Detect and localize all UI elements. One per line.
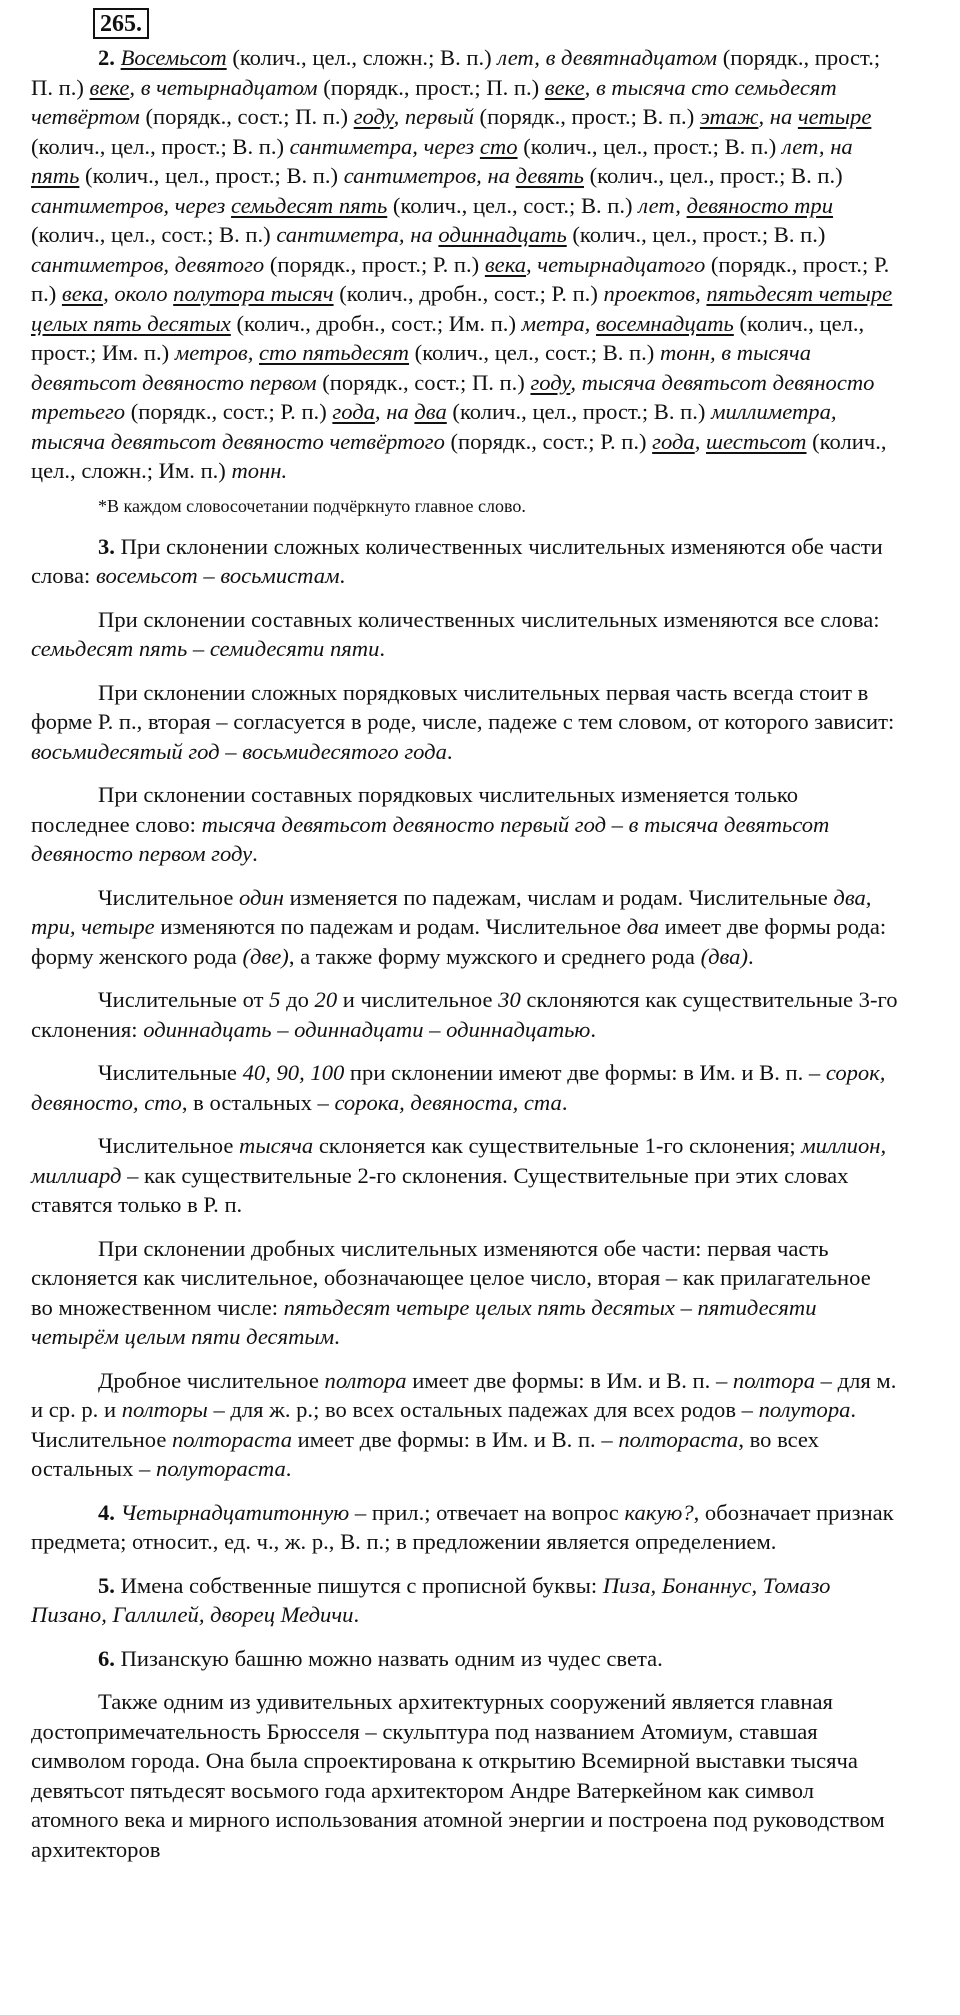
italic-text: (две) (242, 943, 289, 969)
text: (порядк., прост.; П. п.) (31, 45, 881, 100)
text: (колич., цел., сост.; В. п.) (409, 340, 660, 365)
text: – для ж. р.; во всех остальных падежах для всех родов – (207, 1397, 759, 1422)
answer-paragraph (31, 985, 898, 1044)
text: , обозначает признак предмета; относит., ед. ч., ж. р., В. п.; в предложении является определением. (31, 1499, 894, 1554)
underlined-main-word: полутора тысяч (173, 281, 334, 306)
italic-text: тонн. (231, 458, 288, 483)
text: (порядк., прост.; В. п.) (473, 104, 700, 129)
underlined-main-word: века (484, 251, 526, 277)
answer-paragraph (31, 1498, 898, 1557)
italic-text: 5 (269, 987, 281, 1012)
italic-text: Четырнадцатитонную (120, 1499, 350, 1525)
italic-text: сорок, девяносто, сто (31, 1060, 886, 1115)
text: , в остальных – (181, 1089, 335, 1115)
italic-text: сорока, девяноста, ста (334, 1089, 562, 1115)
italic-text: проектов, (603, 281, 707, 306)
italic-text: полутора (758, 1397, 851, 1422)
italic-text: полтора (324, 1367, 407, 1393)
text: (колич., дробн., сост.; Им. п.) (230, 310, 522, 336)
text: . (334, 1324, 340, 1349)
italic-text: метров, (174, 340, 260, 365)
text: Числительные (98, 1060, 243, 1085)
italic-text: семьдесят пять – семидесяти пяти (31, 636, 380, 661)
item-number: 5. (98, 1572, 115, 1598)
underlined-main-word: шестьсот (706, 428, 807, 454)
text: При склонении составных количественных числительных изменяются все слова: (98, 606, 880, 632)
underlined-main-word: Восемьсот (120, 45, 227, 70)
italic-text: полторы (121, 1397, 208, 1422)
underlined-main-word: четыре (797, 104, 872, 129)
text: . (446, 738, 453, 764)
part-2-block (31, 43, 898, 518)
text: . Числительное (31, 1397, 857, 1452)
text: (порядк., сост.; П. п.) (139, 104, 354, 129)
italic-text: метра, (521, 310, 596, 336)
italic-text: (два) (700, 943, 748, 969)
underlined-main-word: году (530, 369, 571, 395)
underlined-main-word: сто пятьдесят (259, 340, 410, 365)
underlined-main-word: сто (479, 133, 518, 159)
text: (колич., цел., прост.; В. п.) (517, 133, 782, 159)
underlined-main-word: веке (89, 74, 130, 100)
answer-paragraphs (31, 532, 898, 1865)
underlined-main-word: одиннадцать (438, 222, 567, 247)
italic-text: полтораста (172, 1426, 293, 1452)
italic-text: , четырнадцатого (526, 251, 706, 277)
underlined-main-word: этаж (699, 104, 759, 129)
item-number: 3. (98, 533, 115, 559)
underlined-main-word: восемнадцать (595, 310, 734, 336)
italic-text: пятьдесят четыре целых пять десятых – пятидесяти четырём целым пяти десятым (31, 1294, 817, 1349)
text: При склонении сложных количественных числительных изменяются обе части слова: (31, 533, 883, 588)
text: . (379, 636, 386, 661)
text: (колич., цел., сост.; В. п.) (31, 222, 277, 247)
text: (колич., цел., прост.; В. п.) (31, 133, 290, 159)
text: (порядк., сост.; Р. п.) (125, 399, 333, 424)
italic-text: 30 (498, 987, 521, 1012)
text: склоняется как существительные 1-го склонения; (313, 1133, 802, 1158)
text: Числительные от (98, 987, 270, 1012)
italic-text: восьмидесятый год – восьмидесятого года (31, 738, 447, 764)
text: . (561, 1089, 568, 1115)
italic-text: , на (374, 399, 415, 424)
italic-text: , около (103, 281, 174, 306)
text: (порядк., сост.; Р. п.) (444, 428, 653, 454)
italic-text: Пиза, Бонаннус, Томазо Пизано, Галлилей, дворец Медичи (31, 1572, 831, 1627)
italic-text: тысяча девятьсот девяносто первый год – в тысяча девятьсот девяносто первом году (31, 811, 830, 866)
italic-text: , в четырнадцатом (129, 74, 318, 100)
underlined-main-word: семьдесят пять (231, 192, 388, 218)
text: . (252, 841, 258, 866)
text: имеет две формы рода: форму женского рода (31, 914, 887, 969)
italic-text: тонн, в тысяча девятьсот девяносто первом (31, 340, 811, 395)
text: , во всех остальных – (31, 1426, 819, 1481)
underlined-main-word: два (414, 399, 447, 424)
underlined-main-word: пять (31, 163, 80, 188)
italic-text: полутораста (156, 1456, 286, 1481)
italic-text: какую? (624, 1499, 694, 1525)
text: При склонении сложных порядковых числительных первая часть всегда стоит в форме Р. п., вторая – согласуется в роде, числе, падеже с тем словом, от которого зависит: (31, 679, 895, 734)
footnote: *В каждом словосочетании подчёркнуто главное слово. (98, 495, 526, 516)
italic-text: 20 (314, 987, 338, 1012)
text: При склонении составных порядковых числительных изменяется только последнее слово: (31, 782, 799, 837)
italic-text: два (626, 914, 660, 939)
underlined-main-word: года (332, 399, 375, 424)
italic-text: лет, (638, 192, 687, 218)
text: Числительное (98, 1133, 239, 1158)
text: (колич., цел., сост.; В. п.) (387, 192, 639, 218)
text: Числительное (98, 884, 239, 910)
italic-text: лет, в девятнадцатом (497, 45, 718, 70)
text: до (280, 987, 315, 1012)
underlined-main-word: девяносто три (686, 192, 834, 218)
text: (колич., цел., прост.; В. п.) (79, 163, 344, 188)
italic-text: сантиметра, на (276, 222, 439, 247)
text: – как существительные 2-го склонения. Существительные при этих словах ставятся только в Р. п. (31, 1162, 849, 1217)
italic-text: тысяча (239, 1133, 314, 1158)
answer-paragraph (31, 605, 898, 664)
answer-paragraph (31, 1571, 898, 1630)
text: . (339, 563, 346, 588)
text: (колич., цел., прост.; В. п.) (583, 163, 843, 188)
text: (порядк., сост.; П. п.) (316, 369, 531, 395)
exercise-number: 265. (93, 8, 149, 39)
text: Пизанскую башню можно назвать одним из чудес света. (114, 1645, 663, 1671)
text: изменяется по падежам, числам и родам. Числительные (283, 884, 834, 910)
text: – для м. и ср. р. и (31, 1367, 897, 1422)
italic-text: миллион, миллиард (31, 1133, 887, 1188)
answer-paragraph (31, 1131, 898, 1220)
text: (колич., цел., прост.; Им. п.) (31, 310, 865, 365)
part-2-paragraph (31, 43, 898, 486)
item-number: 4. (98, 1499, 115, 1525)
text: (колич., дробн., сост.; Р. п.) (333, 281, 604, 306)
italic-text: полтора (732, 1367, 815, 1393)
text: (колич., цел., сложн.; Им. п.) (31, 428, 887, 483)
answer-paragraph (31, 1687, 898, 1864)
italic-text: миллиметра, тысяча девятьсот девяносто четвёртого (31, 399, 837, 454)
italic-text: два, три, четыре (31, 884, 872, 939)
text: (порядк., прост.; Р. п.) (264, 251, 485, 277)
text: Имена собственные пишутся с прописной буквы: (114, 1572, 603, 1598)
text: (колич., цел., прост.; В. п.) (566, 222, 826, 247)
italic-text: сантиметра, через (289, 133, 480, 159)
underlined-main-word: веке (544, 74, 585, 100)
text: (колич., цел., сложн.; В. п.) (226, 45, 498, 70)
underlined-main-word: девять (515, 163, 584, 188)
text: при склонении имеют две формы: в Им. и В. п. – (344, 1060, 826, 1085)
answer-paragraph (31, 678, 898, 767)
text: – прил.; отвечает на вопрос (349, 1499, 625, 1525)
italic-text: лет, на (781, 133, 853, 159)
text: имеет две формы: в Им. и В. п. – (292, 1426, 619, 1452)
italic-text: одиннадцать – одиннадцати – одиннадцатью (143, 1016, 591, 1042)
text: и числительное (337, 987, 499, 1012)
italic-text: сантиметров, через (31, 192, 232, 218)
text: имеет две формы: в Им. и В. п. – (406, 1367, 733, 1393)
italic-text: , первый (393, 104, 474, 129)
answer-paragraph (31, 1234, 898, 1352)
text: . (748, 943, 754, 969)
answer-paragraph (31, 780, 898, 869)
italic-text: , на (758, 104, 798, 129)
text: (колич., цел., прост.; В. п.) (446, 399, 712, 424)
text: Также одним из удивительных архитектурных сооружений является главная достопримечательность Брюсселя – скульптура под названием Атомиум, ставшая символом города. Она была спроектирована к открытию Всемирной выставки тысяча девятьсот пятьдесят восьмого года архитектором Андре Ватеркейном как символ атомного века и мирного использования атомной энергии и построена под руководством архитекторов (31, 1689, 885, 1862)
italic-text: , в тысяча сто семьдесят четвёртом (31, 74, 837, 129)
italic-text: сантиметров, на (343, 163, 516, 188)
text: изменяются по падежам и родам. Числительное (154, 914, 627, 939)
italic-text: восемьсот – восьмистам (95, 563, 340, 588)
text: (порядк., прост.; Р. п.) (31, 251, 890, 306)
italic-text: полтораста (618, 1426, 739, 1452)
italic-text: 40, 90, 100 (242, 1060, 345, 1085)
text: . (353, 1602, 360, 1627)
italic-text: один (239, 884, 284, 910)
answer-paragraph (31, 883, 898, 972)
answer-paragraph (31, 532, 898, 591)
text: . (285, 1456, 292, 1481)
text: , а также форму мужского и среднего рода (288, 943, 701, 969)
italic-text: , (694, 428, 706, 454)
text: Дробное числительное (98, 1367, 325, 1393)
text: . (590, 1016, 597, 1042)
italic-text: , тысяча девятьсот девяносто третьего (31, 369, 875, 424)
text: склоняются как существительные 3-го склонения: (31, 987, 898, 1042)
answer-paragraph (31, 1644, 898, 1674)
italic-text: сантиметров, девятого (31, 251, 265, 277)
text: При склонении дробных числительных изменяются обе части: первая часть склоняется как числительное, обозначающее целое число, вторая – как прилагательное во множественном числе: (31, 1235, 871, 1320)
underlined-main-word: года (652, 428, 695, 454)
underlined-main-word: году (353, 104, 394, 129)
item-number: 6. (98, 1645, 115, 1671)
underlined-main-word: века (61, 281, 104, 306)
underlined-main-word: пятьдесят четыре целых пять десятых (31, 281, 893, 336)
answer-paragraph (31, 1058, 898, 1117)
answer-paragraph (31, 1366, 898, 1484)
item-number: 2. (98, 45, 121, 70)
text: (порядк., прост.; П. п.) (317, 74, 545, 100)
